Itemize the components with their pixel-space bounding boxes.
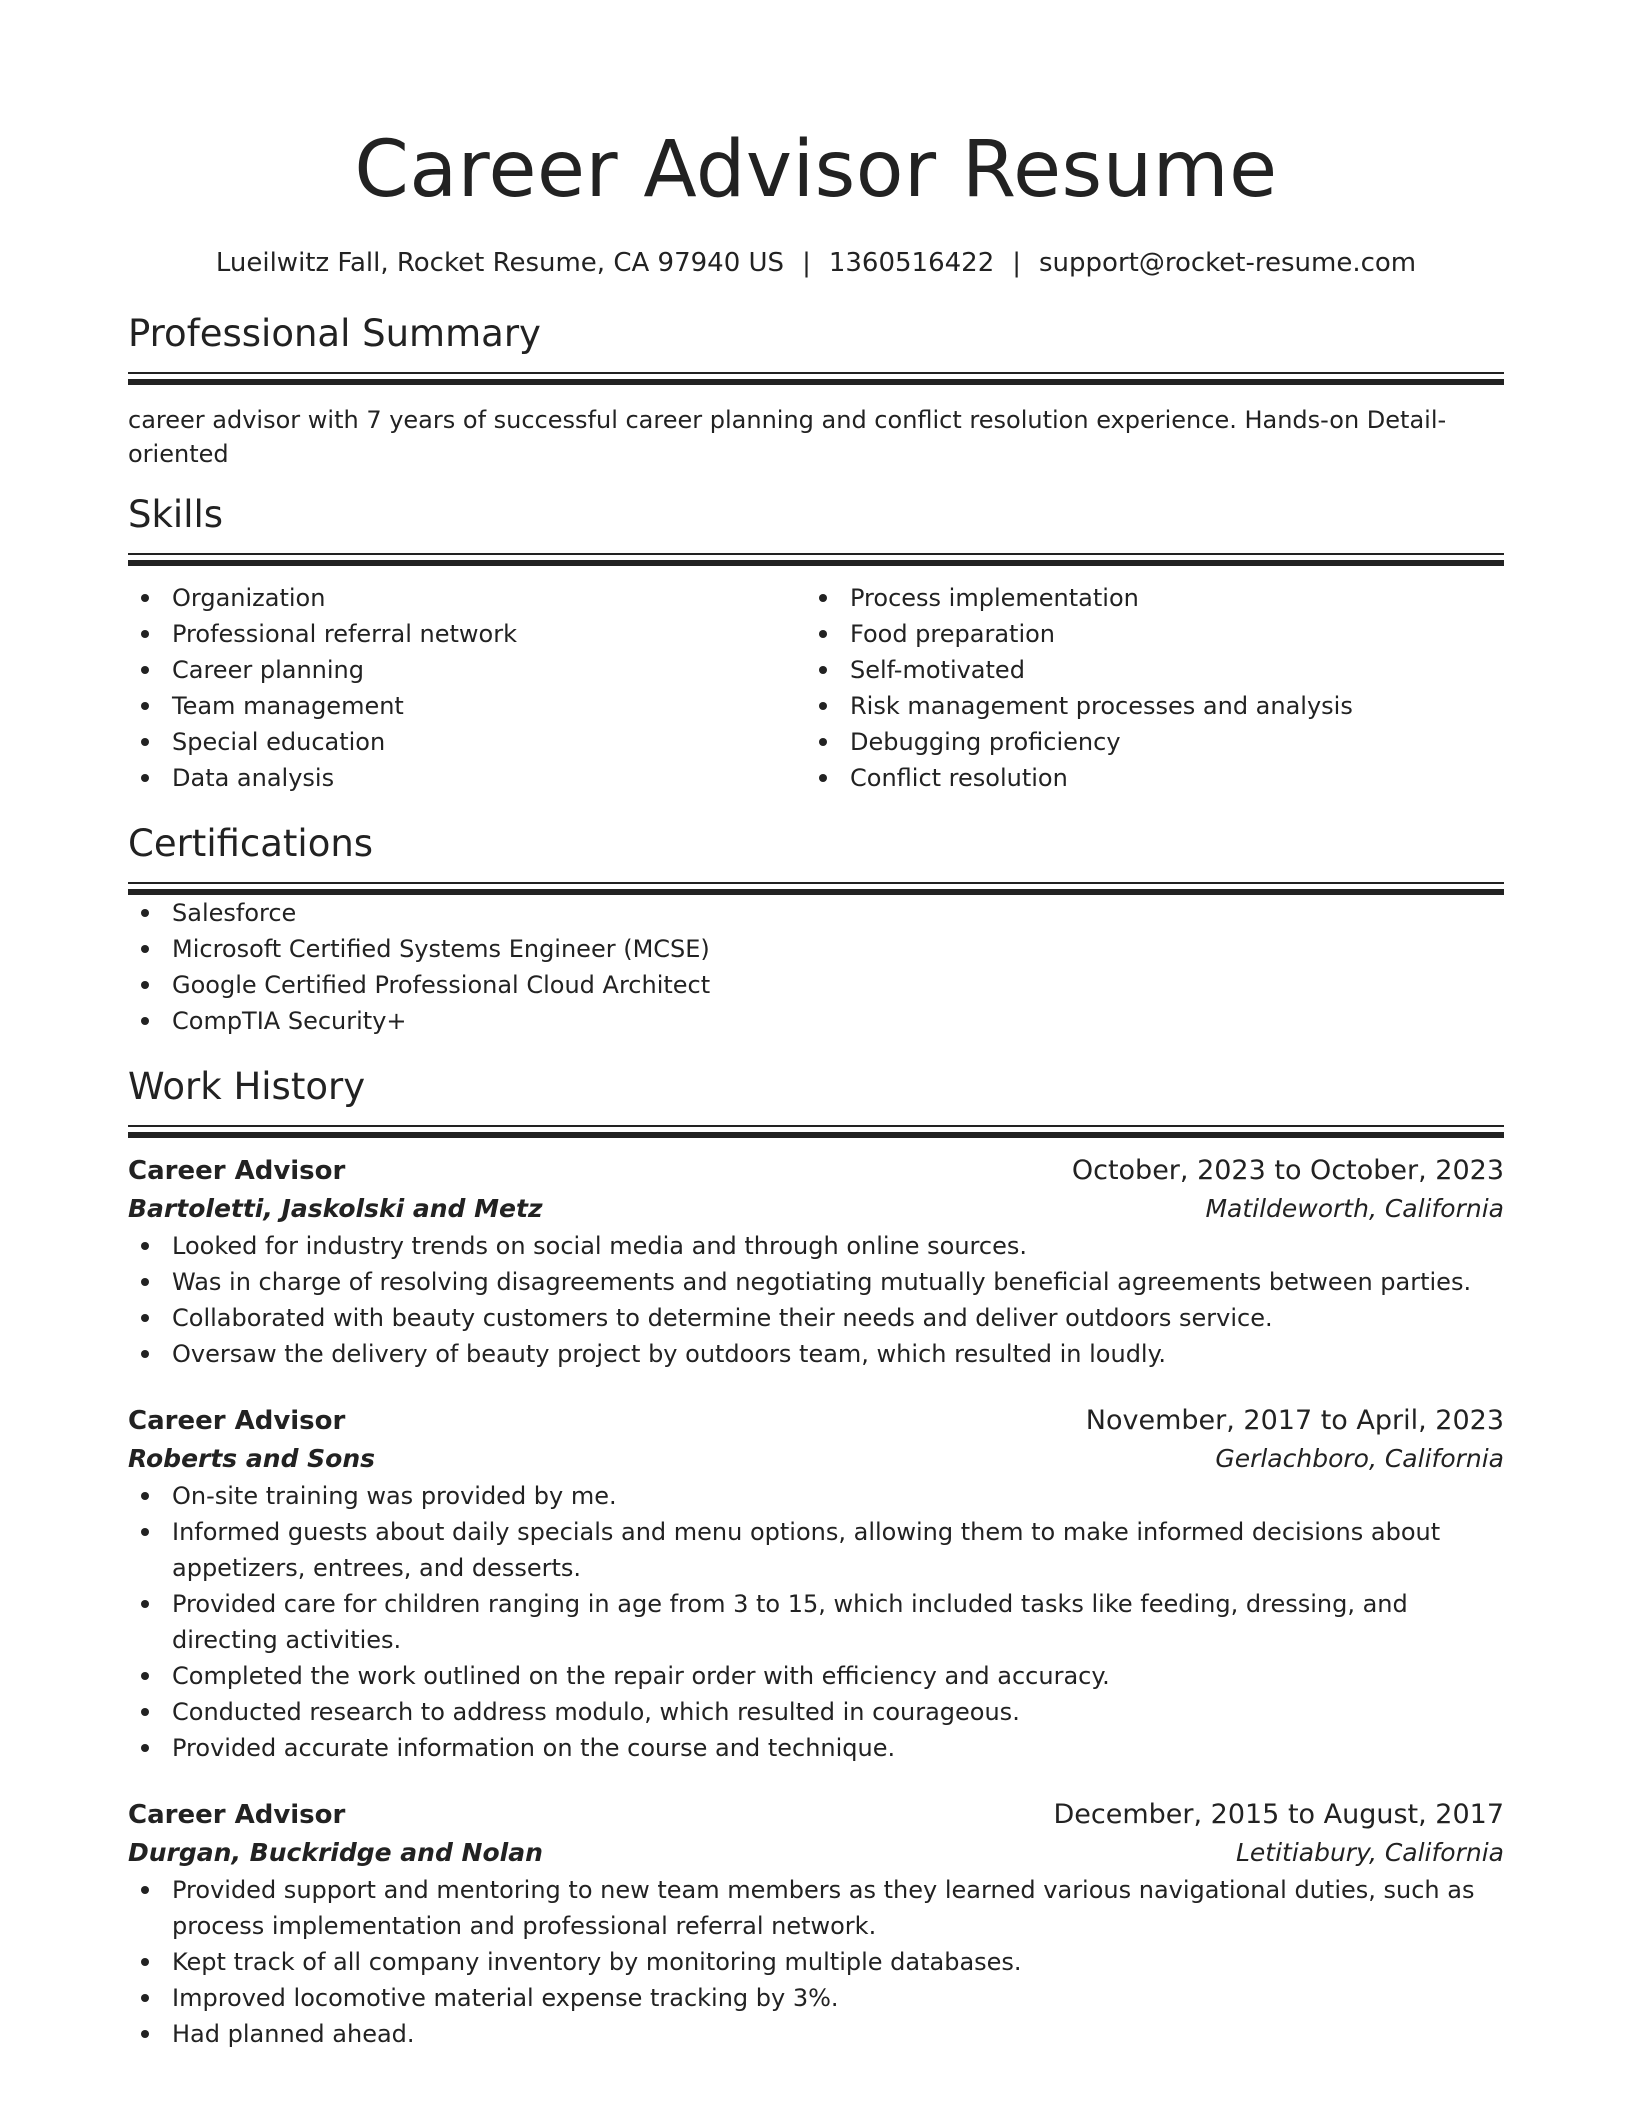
contact-phone: 1360516422 — [828, 248, 995, 278]
certification-item: CompTIA Security+ — [128, 1003, 1504, 1039]
job-bullet: Completed the work outlined on the repair order with efficiency and accuracy. — [128, 1658, 1504, 1694]
skill-item: Career planning — [128, 652, 806, 688]
certifications-section — [128, 820, 1504, 1039]
skill-item: Professional referral network — [128, 616, 806, 652]
work-history-section — [128, 1063, 1504, 2052]
contact-line — [128, 246, 1504, 280]
job-bullet: Provided accurate information on the course and technique. — [128, 1730, 1504, 1766]
job-bullet: Provided support and mentoring to new team members as they learned various navigational duties, such as process implementation and professional referral network. — [128, 1872, 1504, 1944]
job-title: Career Advisor — [128, 1156, 346, 1186]
job-title: Career Advisor — [128, 1406, 346, 1436]
job-location: Letitiabury, California — [1235, 1838, 1504, 1867]
job-header-row — [128, 1796, 1504, 1834]
skill-item: Debugging proficiency — [806, 724, 1484, 760]
certification-item: Microsoft Certified Systems Engineer (MCSE) — [128, 931, 1504, 967]
certification-item: Google Certified Professional Cloud Architect — [128, 967, 1504, 1003]
contact-separator: | — [802, 248, 811, 278]
job-bullet: On-site training was provided by me. — [128, 1478, 1504, 1514]
section-rule-thick — [128, 560, 1504, 566]
job-bullet: Oversaw the delivery of beauty project by outdoors team, which resulted in loudly. — [128, 1336, 1504, 1372]
job-location: Gerlachboro, California — [1215, 1444, 1504, 1473]
job-bullet: Improved locomotive material expense tracking by 3%. — [128, 1980, 1504, 2016]
skill-item: Data analysis — [128, 760, 806, 796]
skill-item: Organization — [128, 580, 806, 616]
job-company-row — [128, 1190, 1504, 1228]
job-company: Bartoletti, Jaskolski and Metz — [128, 1194, 543, 1223]
skill-item: Special education — [128, 724, 806, 760]
skill-item: Risk management processes and analysis — [806, 688, 1484, 724]
skill-item: Team management — [128, 688, 806, 724]
job-bullet: Provided care for children ranging in age from 3 to 15, which included tasks like feeding, dressing, and directing activities. — [128, 1586, 1504, 1658]
job-bullet: Informed guests about daily specials and menu options, allowing them to make informed decisions about appetizers, entrees, and desserts. — [128, 1514, 1504, 1586]
job-bullet: Looked for industry trends on social media and through online sources. — [128, 1228, 1504, 1264]
job-entry — [128, 1152, 1504, 1372]
job-location: Matildeworth, California — [1205, 1194, 1504, 1223]
contact-address: Lueilwitz Fall, Rocket Resume, CA 97940 US — [215, 248, 785, 278]
skill-item: Conflict resolution — [806, 760, 1484, 796]
job-title: Career Advisor — [128, 1800, 346, 1830]
job-dates: November, 2017 to April, 2023 — [1085, 1405, 1504, 1436]
job-bullet-list — [128, 1478, 1504, 1766]
job-dates: October, 2023 to October, 2023 — [1071, 1155, 1504, 1186]
skill-item: Self-motivated — [806, 652, 1484, 688]
job-bullet: Collaborated with beauty customers to determine their needs and deliver outdoors service. — [128, 1300, 1504, 1336]
resume-title: Career Advisor Resume — [354, 125, 1278, 215]
contact-separator: | — [1012, 248, 1022, 278]
job-company-row — [128, 1834, 1504, 1872]
certification-list — [128, 895, 1504, 1039]
job-bullet: Had planned ahead. — [128, 2016, 1504, 2052]
job-dates: December, 2015 to August, 2017 — [1053, 1799, 1504, 1830]
job-entry — [128, 1796, 1504, 2052]
job-bullet: Was in charge of resolving disagreements and negotiating mutually beneficial agreements between parties. — [128, 1264, 1504, 1300]
section-rule-thin — [128, 882, 1504, 884]
section-title-summary: Professional Summary — [128, 312, 541, 355]
job-bullet-list — [128, 1228, 1504, 1372]
summary-text: career advisor with 7 years of successful career planning and conflict resolution experience. Hands-on Detail-oriented — [128, 406, 1447, 468]
certification-item: Salesforce — [128, 895, 1504, 931]
section-title-skills: Skills — [128, 493, 224, 536]
section-rule-thick — [128, 1132, 1504, 1138]
job-bullet: Kept track of all company inventory by monitoring multiple databases. — [128, 1944, 1504, 1980]
contact-email: support@rocket-resume.com — [1039, 248, 1417, 278]
job-header-row — [128, 1402, 1504, 1440]
skill-item: Process implementation — [806, 580, 1484, 616]
skills-column-right — [806, 580, 1484, 796]
section-rule-thin — [128, 553, 1504, 555]
job-header-row — [128, 1152, 1504, 1190]
job-company-row — [128, 1440, 1504, 1478]
job-bullet: Conducted research to address modulo, which resulted in courageous. — [128, 1694, 1504, 1730]
job-entry — [128, 1402, 1504, 1766]
skills-section — [128, 491, 1504, 796]
section-rule-thick — [128, 379, 1504, 385]
skill-item: Food preparation — [806, 616, 1484, 652]
job-company: Durgan, Buckridge and Nolan — [128, 1838, 543, 1867]
section-title-work-history: Work History — [128, 1065, 366, 1108]
skills-column-left — [128, 580, 806, 796]
job-company: Roberts and Sons — [128, 1444, 376, 1473]
skills-grid — [128, 580, 1504, 796]
resume-page — [128, 0, 1504, 2052]
section-rule-thin — [128, 1125, 1504, 1127]
summary-section — [128, 310, 1504, 471]
section-rule-thin — [128, 372, 1504, 374]
section-title-certifications: Certifications — [128, 822, 374, 865]
job-bullet-list — [128, 1872, 1504, 2052]
